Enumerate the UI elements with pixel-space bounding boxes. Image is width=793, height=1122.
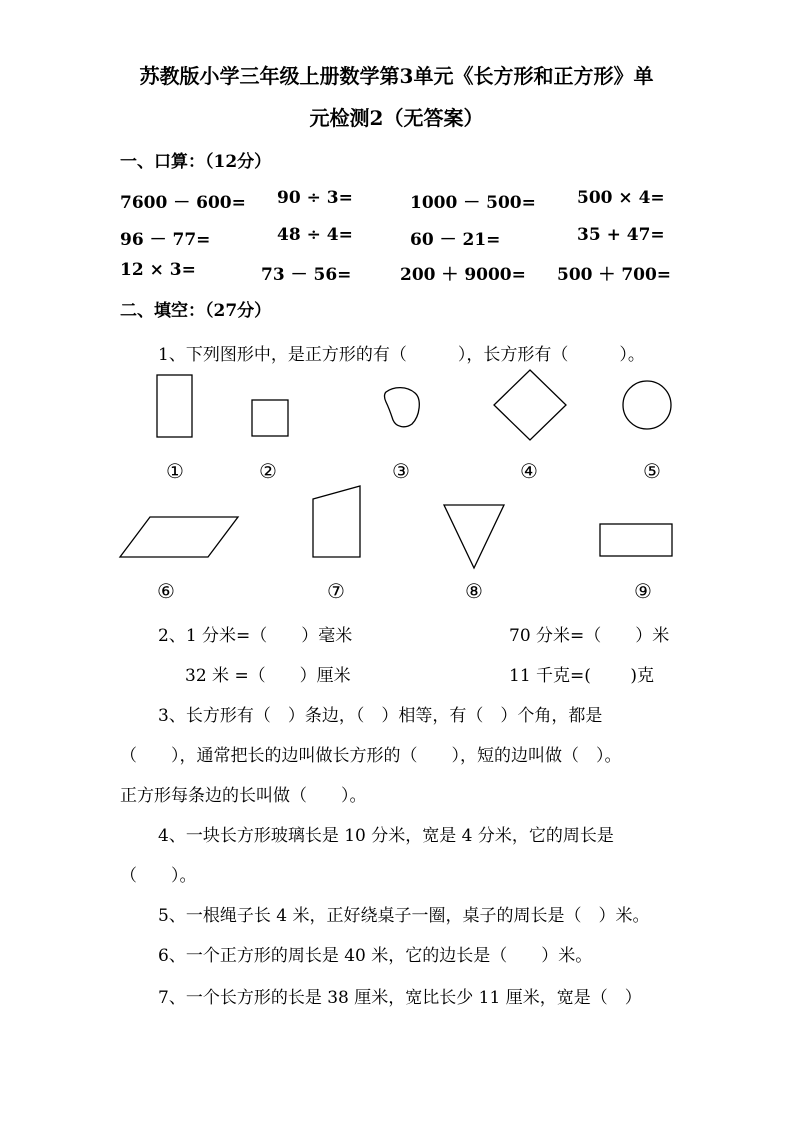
shape-irregular-blob	[385, 388, 420, 427]
question-2b: 70 分米=（ ）米	[509, 626, 670, 646]
calc-item: 500 × 4=	[577, 188, 665, 208]
question-7: 7、一个长方形的长是 38 厘米，宽比长少 11 厘米，宽是（ ）	[158, 988, 642, 1008]
shape-label: ②	[259, 459, 277, 483]
shape-tall-rectangle	[157, 375, 192, 437]
question-1: 1、下列图形中，是正方形的有（ ），长方形有（ ）。	[158, 345, 645, 365]
calc-item: 35 + 47=	[577, 225, 665, 245]
question-2d: 11 千克=( )克	[509, 666, 654, 686]
question-4-line-2: （ ）。	[120, 866, 197, 886]
calc-item: 60 － 21=	[410, 230, 501, 250]
shape-rotated-square	[494, 370, 566, 440]
calc-item: 12 × 3=	[120, 260, 196, 280]
shape-circle	[623, 381, 671, 429]
question-4-line-1: 4、一块长方形玻璃长是 10 分米，宽是 4 分米，它的周长是	[158, 826, 614, 846]
shape-square	[252, 400, 288, 436]
shape-label: ⑥	[157, 579, 175, 603]
calc-item: 73 － 56=	[261, 265, 352, 285]
question-2c: 32 米 =（ ）厘米	[185, 666, 351, 686]
title-line-1: 苏教版小学三年级上册数学第3单元《长方形和正方形》单	[139, 64, 654, 88]
section1-heading: 一、口算：（12分）	[120, 152, 272, 172]
shape-label: ①	[166, 459, 184, 483]
shape-parallelogram	[120, 517, 238, 557]
shape-wide-rectangle	[600, 524, 672, 556]
shape-trapezoid	[313, 486, 360, 557]
shape-inverted-triangle	[444, 505, 504, 568]
shape-label: ⑤	[643, 459, 661, 483]
shape-label: ④	[520, 459, 538, 483]
shape-label: ⑧	[465, 579, 483, 603]
calc-item: 1000 － 500=	[410, 193, 536, 213]
title-line-2: 元检测2（无答案）	[309, 106, 484, 130]
question-3-line-3: 正方形每条边的长叫做（ ）。	[120, 786, 367, 806]
question-3-line-1: 3、长方形有（ ）条边，（ ）相等，有（ ）个角，都是	[158, 706, 603, 726]
calc-item: 7600 － 600=	[120, 193, 246, 213]
calc-item: 96 － 77=	[120, 230, 211, 250]
question-3-line-2: （ ），通常把长的边叫做长方形的（ ），短的边叫做（ ）。	[120, 746, 622, 766]
question-5: 5、一根绳子长 4 米，正好绕桌子一圈，桌子的周长是（ ）米。	[158, 906, 650, 926]
calc-item: 90 ÷ 3=	[277, 188, 353, 208]
question-6: 6、一个正方形的周长是 40 米，它的边长是（ ）米。	[158, 946, 593, 966]
shape-label: ③	[392, 459, 410, 483]
calc-item: 500 ＋ 700=	[557, 265, 672, 285]
shape-label: ⑨	[634, 579, 652, 603]
question-2a: 2、1 分米=（ ）毫米	[158, 626, 353, 646]
calc-item: 48 ÷ 4=	[277, 225, 353, 245]
calc-item: 200 ＋ 9000=	[400, 265, 526, 285]
shape-label: ⑦	[327, 579, 345, 603]
section2-heading: 二、填空：（27分）	[120, 301, 272, 321]
